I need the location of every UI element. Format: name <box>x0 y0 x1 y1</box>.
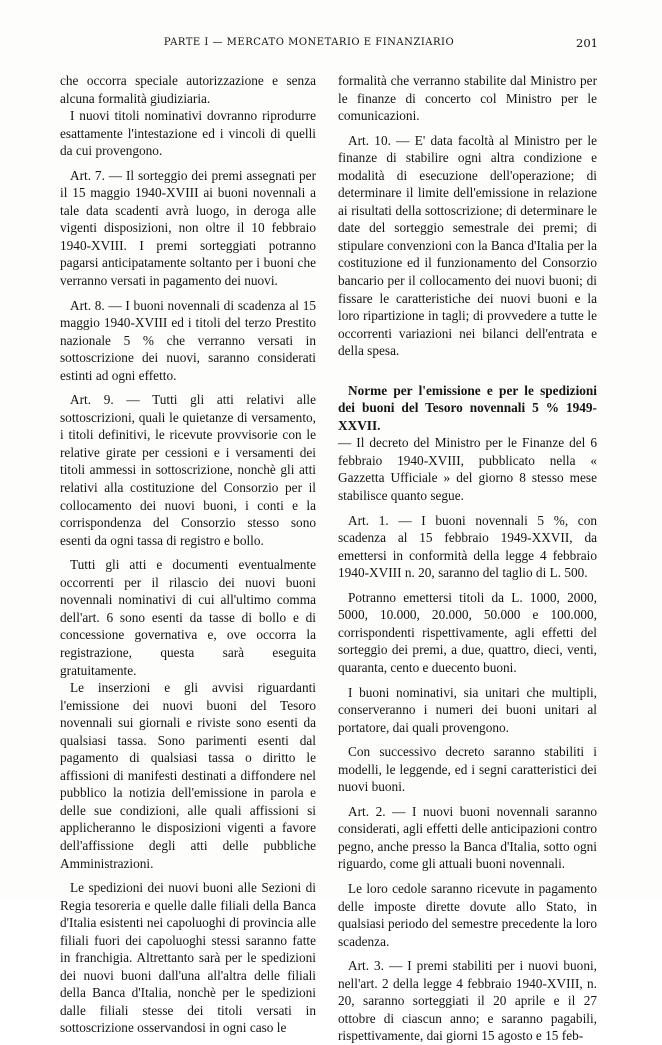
left-column <box>60 72 316 1037</box>
article-10: Art. 10. — E' data facoltà al Ministro per le finanze di stabilire ogni altra condizione e modalità di esecuzione dell'operazione; di determinare il limite dell'emissione in relazione ai risultati della sottoscrizione; di determinare le date del sorteggio semestrale dei premi; di stipulare convenzioni con la Banca d'Italia per la costituzione ed il funzionamento del Consorzio bancario per il collocamento dei nuovi buoni; di fissare le caratteristiche dei nuovi buoni e la loro ripartizione in tagli; di provvedere a tutte le occorrenti variazioni nei bilanci dell'entrata e della spesa. <box>338 132 597 359</box>
article-7: Art. 7. — Il sorteggio dei premi assegnati per il 15 maggio 1940-XVIII ai buoni novennali a tale data scadenti avrà luogo, in deroga alle vigenti disposizioni, non oltre il 10 febbraio 1940-XVIII. I premi sorteggiati potranno pagarsi anticipatamente soltanto per i buoni che verranno versati in pagamento dei nuovi. <box>60 167 316 289</box>
paragraph: che occorra speciale autorizzazione e senza alcuna formalità giudiziaria. <box>60 73 316 106</box>
right-column <box>338 72 597 1045</box>
paragraph: formalità che verranno stabilite dal Ministro per le finanze di concerto col Ministro per le comunicazioni. <box>338 73 597 124</box>
paragraph: I nuovi titoli nominativi dovranno riprodurre esattamente l'intestazione ed i vincoli di quelli da cui provengono. <box>60 108 316 159</box>
paragraph: Le inserzioni e gli avvisi riguardanti l'emissione dei nuovi buoni del Tesoro novennali sui giornali e riviste sono esenti da qualsiasi tassa. Sono parimenti esenti dal pagamento di qualsiasi tassa o diritto le affissioni di manifesti destinati a diffondere nel pubblico la notizia dell'emissione in parola e delle sue condizioni, alle quali affissioni si applicheranno le disposizioni vigenti a favore dell'affissione degli atti delle pubbliche Amministrazioni. <box>60 680 316 871</box>
article-8: Art. 8. — I buoni novennali di scadenza al 15 maggio 1940-XVIII ed i titoli del terzo Prestito nazionale 5 % che verranno versati in sottoscrizione dei nuovi, saranno considerati estinti ad ogni effetto. <box>60 297 316 383</box>
paragraph: Le spedizioni dei nuovi buoni alle Sezioni di Regia tesoreria e quelle dalle filiali della Banca d'Italia esistenti nei capoluoghi di provincia alle filiali fuori dei capoluoghi stessi saranno fatte in franchigia. Altrettanto sarà per le spedizioni dei nuovi buoni dall'una all'altra delle filiali della Banca d'Italia, nonchè per le spedizioni dalle filiali stesse dei titoli versati in sottoscrizione osservandosi in ogni caso le <box>60 880 316 1036</box>
section-heading: Norme per l'emissione e per le spedizioni dei buoni del Tesoro novennali 5 % 1949-XXVII. <box>338 382 597 433</box>
article-2: Art. 2. — I nuovi buoni novennali saranno considerati, agli effetti delle anticipazioni contro pegno, anche presso la Banca d'Italia, sotto ogni riguardo, come gli attuali buoni novennali. <box>338 803 597 872</box>
section-intro: — Il decreto del Ministro per le Finanze del 6 febbraio 1940-XVIII, pubblicato nella « Gazzetta Ufficiale » del giorno 8 stesso mese stabilisce quanto segue. <box>338 435 597 504</box>
paragraph: Con successivo decreto saranno stabiliti i modelli, le leggende, ed i segni caratteristici dei nuovi buoni. <box>338 744 597 795</box>
article-3: Art. 3. — I premi stabiliti per i nuovi buoni, nell'art. 2 della legge 4 febbraio 1940-XVIII, n. 20, saranno sorteggiati il 20 aprile e il 27 ottobre di ciascun anno; e saranno pagabili, rispettivamente, dai giorni 15 agosto e 15 feb- <box>338 958 597 1044</box>
paragraph: Tutti gli atti e documenti eventualmente occorrenti per il rilascio dei nuovi buoni novennali nominativi di cui all'ultimo comma dell'art. 6 sono esenti da tasse di bollo e di concessione governativa e, ove occorra la registrazione, questa sarà eseguita gratuitamente. <box>60 557 316 678</box>
article-9: Art. 9. — Tutti gli atti relativi alle sottoscrizioni, quali le quietanze di versamento, i titoli definitivi, le ricevute provvisorie con le relative girate per cessioni e i versamenti dei titoli ammessi in sottoscrizione, nonchè gli atti relativi alla costituzione del Consorzio per il collocamento dei nuovi buoni, i conti e la corrispondenza del Consorzio stesso sono esenti da ogni tassa di registro e bollo. <box>60 392 316 548</box>
page-header <box>60 37 598 55</box>
running-head: PARTE I — MERCATO MONETARIO E FINANZIARIO <box>163 37 455 48</box>
page-number: 201 <box>576 36 598 50</box>
article-1: Art. 1. — I buoni novennali 5 %, con scadenza al 15 febbraio 1949-XXVII, da emettersi in conformità della legge 4 febbraio 1940-XVIII n. 20, saranno del taglio di L. 500. <box>338 512 597 581</box>
paragraph: Le loro cedole saranno ricevute in pagamento delle imposte dirette dovute allo Stato, in qualsiasi periodo del semestre precedente la loro scadenza. <box>338 880 597 949</box>
paragraph: Potranno emettersi titoli da L. 1000, 2000, 5000, 10.000, 20.000, 50.000 e 100.000, corrispondenti rispettivamente, agli effetti del sorteggio dei premi, a due, quattro, dieci, venti, quaranta, cento e duecento buoni. <box>338 589 597 675</box>
paragraph: I buoni nominativi, sia unitari che multipli, conserveranno i numeri dei buoni unitari al portatore, dai quali provengono. <box>338 684 597 735</box>
